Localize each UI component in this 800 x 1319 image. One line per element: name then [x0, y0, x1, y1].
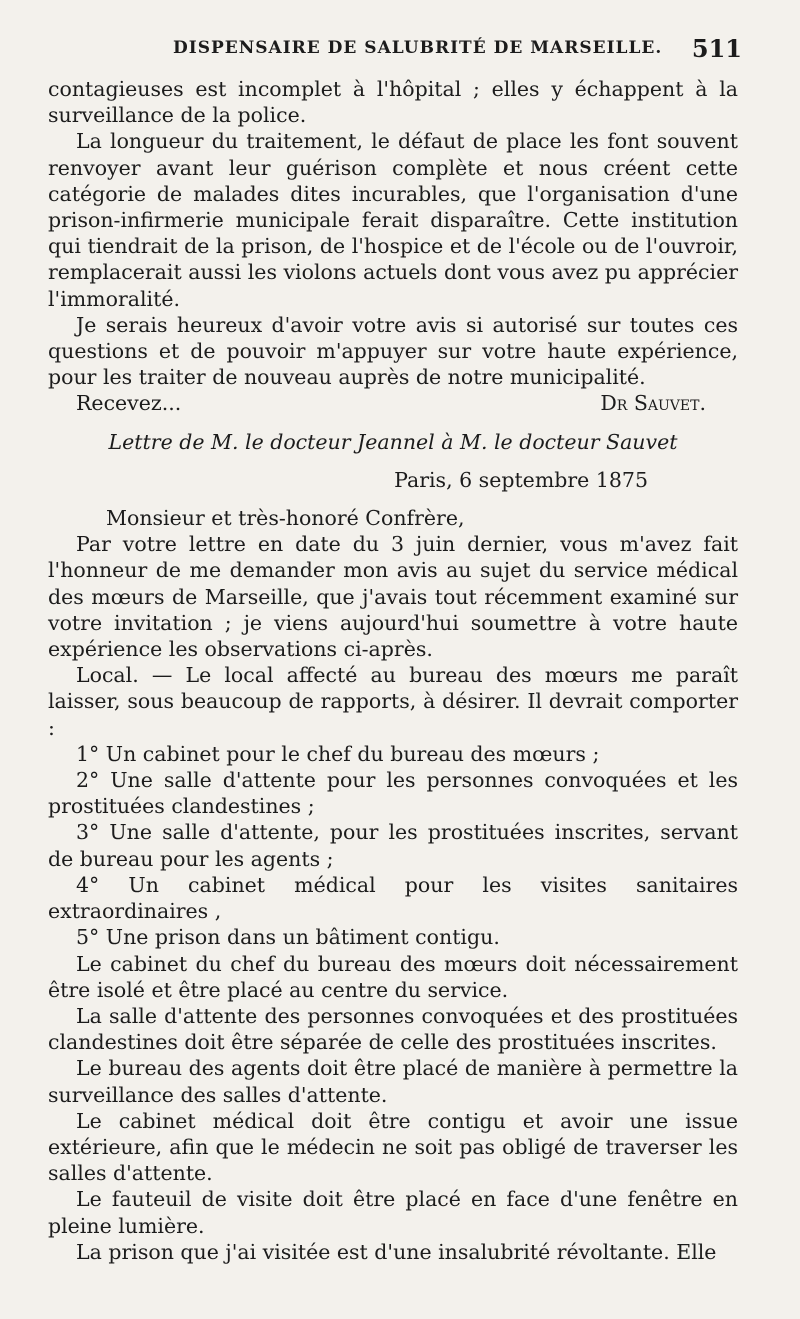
paragraph: Local. — Le local affecté au bureau des mœurs me paraît laisser, sous beaucoup de rapports, à désirer. Il devrait comporter : [48, 663, 738, 740]
date-line: Paris, 6 septembre 1875 [394, 467, 648, 492]
paragraph: contagieuses est incomplet à l'hôpital ; elles y échappent à la surveillance de la police. [48, 77, 738, 128]
page-number: 511 [691, 34, 742, 63]
paragraph: Le bureau des agents doit être placé de manière à permettre la surveillance des salles d'attente. [48, 1056, 738, 1107]
running-header [48, 34, 742, 68]
header-title: DISPENSAIRE DE SALUBRITÉ DE MARSEILLE. [173, 38, 663, 58]
paragraph: La salle d'attente des personnes convoquées et des prostituées clandestines doit être séparée de celle des prostituées inscrites. [48, 1003, 738, 1055]
paragraph: Le cabinet du chef du bureau des mœurs doit nécessairement être isolé et être placé au centre du service. [48, 951, 738, 1002]
list-item: 1° Un cabinet pour le chef du bureau des mœurs ; [76, 741, 600, 766]
paragraph: Le cabinet médical doit être contigu et avoir une issue extérieure, afin que le médecin ne soit pas obligé de traverser les salles d'attente. [48, 1108, 738, 1186]
paragraph: Le fauteuil de visite doit être placé en face d'une fenêtre en pleine lumière. [48, 1187, 738, 1238]
list-item: 3° Une salle d'attente, pour les prostituées inscrites, servant de bureau pour les agents ; [48, 820, 738, 871]
paragraph: Je serais heureux d'avoir votre avis si autorisé sur toutes ces questions et de pouvoir m'appuyer sur votre haute expérience, pour les traiter de nouveau auprès de notre municipalité. [48, 312, 738, 390]
closing-formula: Recevez... [76, 391, 182, 416]
list-item: 4° Un cabinet médical pour les visites sanitaires extraordinaires , [48, 872, 738, 924]
list-item: 2° Une salle d'attente pour les personnes convoquées et les prostituées clandestines ; [48, 768, 738, 819]
letter-heading: Lettre de M. le docteur Jeannel à M. le docteur Sauvet [108, 429, 678, 454]
paragraph: La prison que j'ai visitée est d'une insalubrité révoltante. Elle [76, 1239, 717, 1264]
closing-row [48, 390, 738, 416]
salutation: Monsieur et très-honoré Confrère, [106, 506, 465, 531]
body-text [48, 76, 738, 1265]
list-item: 5° Une prison dans un bâtiment contigu. [76, 925, 500, 950]
paragraph: Par votre lettre en date du 3 juin dernier, vous m'avez fait l'honneur de me demander mon avis au sujet du service médical des mœurs de Marseille, que j'avais tout récemment examiné sur votre invitation ; je viens aujourd'hui soumettre à votre haute expérience les observations ci-après. [48, 532, 738, 662]
paragraph: La longueur du traitement, le défaut de place les font souvent renvoyer avant leur guérison complète et nous créent cette catégorie de malades dites incurables, que l'organisation d'une prison-infirmerie municipale ferait disparaître. Cette institution qui tiendrait de la prison, de l'hospice et de l'école ou de l'ouvroir, remplacerait aussi les violons actuels dont vous avez pu apprécier l'immoralité. [48, 129, 739, 311]
signature: Dr Sauvet. [600, 391, 706, 416]
